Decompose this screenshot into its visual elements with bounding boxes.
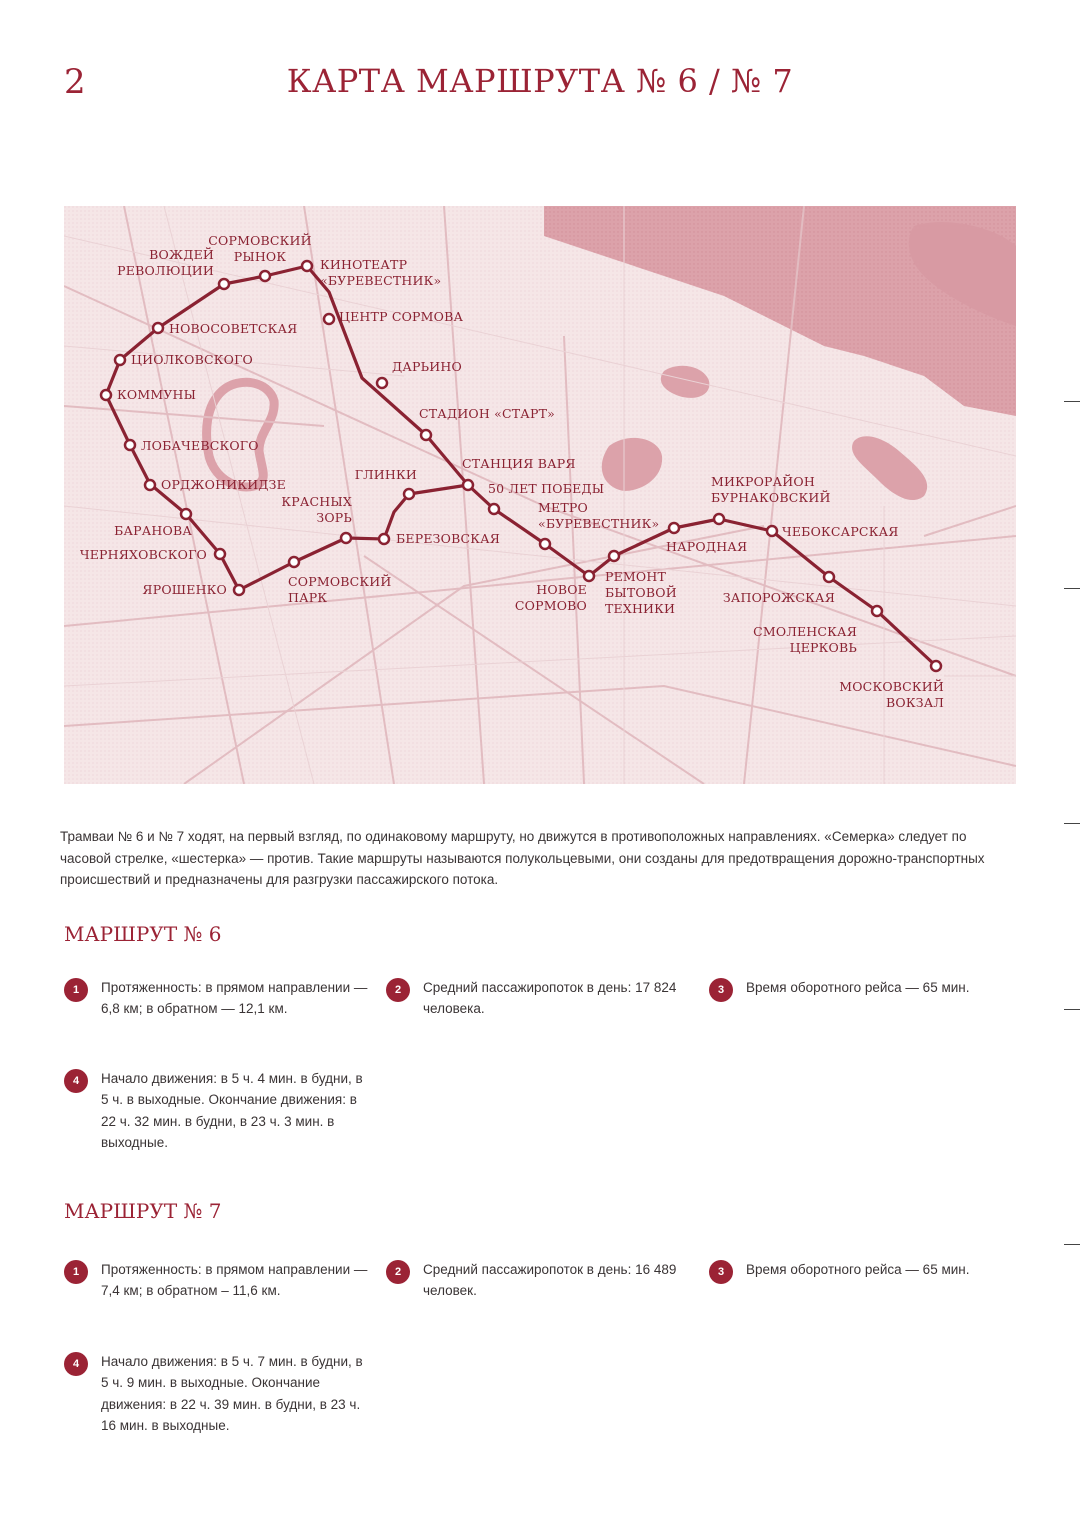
stop-smolenskaya-tserkov-marker	[872, 606, 882, 616]
stop-kommuny-marker	[101, 390, 111, 400]
stop-label-line: СТАНЦИЯ ВАРЯ	[462, 456, 576, 471]
stop-label-line: СОРМОВСКИЙ	[288, 574, 392, 589]
route7-fact-2	[386, 1259, 686, 1302]
stop-metro-burevestnik-marker	[540, 539, 550, 549]
stop-label-line: БЕРЕЗОВСКАЯ	[396, 531, 501, 546]
stop-sormovskiy-rynok-marker	[260, 271, 270, 281]
stop-vozhdey-revolyutsii-marker	[219, 279, 229, 289]
stop-label-line: МОСКОВСКИЙ	[839, 679, 944, 694]
route6-passengers: Средний пассажиропоток в день: 17 824 человека.	[423, 980, 677, 1017]
stop-label-line: СТАДИОН «СТАРТ»	[419, 406, 555, 421]
stop-label-line: КОММУНЫ	[117, 387, 197, 402]
route6-fact-2	[386, 977, 686, 1020]
stop-label-line: РЕВОЛЮЦИИ	[117, 263, 214, 278]
stop-glinki-label	[355, 467, 417, 482]
stop-cheboksarskaya-label	[782, 524, 899, 539]
page-number: 2	[64, 62, 86, 102]
stop-label-line: МИКРОРАЙОН	[711, 474, 815, 489]
route6-schedule: Начало движения: в 5 ч. 4 мин. в будни, в 5 ч. в выходные. Окончание движения: в 22 ч. 32 мин. в будни, в 23 ч. 3 мин. в выходные.	[101, 1071, 363, 1150]
route7-fact-3	[709, 1259, 1019, 1284]
stop-label-line: БАРАНОВА	[114, 523, 192, 538]
stop-yaroshenko-label	[142, 582, 227, 597]
stop-zaporozhskaya-marker	[824, 572, 834, 582]
stop-label-line: «БУРЕВЕСТНИК»	[538, 516, 660, 531]
route7-title: МАРШРУТ № 7	[64, 1199, 222, 1223]
stop-tsentr-sormova-marker	[324, 314, 334, 324]
stop-label-line: НАРОДНАЯ	[666, 539, 748, 554]
stop-mikrorayon-burnakovskiy-marker	[714, 514, 724, 524]
stop-label-line: ОРДЖОНИКИДЗЕ	[161, 477, 286, 492]
stop-cheboksarskaya-marker	[767, 526, 777, 536]
stop-label-line: 50 ЛЕТ ПОБЕДЫ	[488, 481, 605, 496]
fact-number-badge: 1	[64, 978, 88, 1002]
route6-length: Протяженность: в прямом направлении — 6,8 км; в обратном — 12,1 км.	[101, 980, 368, 1017]
stop-label-line: МЕТРО	[538, 500, 588, 515]
fact-number-badge: 2	[386, 978, 410, 1002]
stop-moskovskiy-vokzal-marker	[931, 661, 941, 671]
route-map	[64, 206, 1016, 784]
stop-narodnaya-label	[666, 539, 747, 554]
stop-berezovskaya-marker	[379, 534, 389, 544]
stop-tsiolkovskogo-label	[131, 352, 253, 367]
fact-number-badge: 3	[709, 1260, 733, 1284]
route6-trip-time: Время оборотного рейса — 65 мин.	[746, 980, 970, 995]
stop-label-line: СОРМОВСКИЙ	[208, 233, 312, 248]
stop-ordzhonikidze-marker	[145, 480, 155, 490]
stop-label-line: «БУРЕВЕСТНИК»	[320, 273, 442, 288]
stop-remont-bytovoy-tekhniki-marker	[609, 551, 619, 561]
stop-label-line: ГЛИНКИ	[354, 467, 417, 482]
stop-lobachevskogo-label	[141, 438, 259, 453]
stop-baranova-marker	[181, 509, 191, 519]
page-edge-mark	[1064, 1009, 1080, 1010]
stop-darino-marker	[377, 378, 387, 388]
stop-label-line: НОВОСОВЕТСКАЯ	[169, 321, 298, 336]
stop-yaroshenko-marker	[234, 585, 244, 595]
stop-baranova-label	[114, 523, 192, 538]
route6-fact-3	[709, 977, 1019, 1002]
stop-kinoteatr-burevestnik-marker	[302, 261, 312, 271]
stop-zaporozhskaya-label	[723, 590, 835, 605]
stop-tsiolkovskogo-marker	[115, 355, 125, 365]
page-title: КАРТА МАРШРУТА № 6 / № 7	[286, 62, 794, 100]
stop-label-line: РЕМОНТ	[605, 569, 667, 584]
stop-label-line: БУРНАКОВСКИЙ	[711, 490, 831, 505]
stop-label-line: СМОЛЕНСКАЯ	[753, 624, 857, 639]
fact-number-badge: 1	[64, 1260, 88, 1284]
route6-fact-4	[64, 1068, 374, 1153]
route6-fact-1	[64, 977, 374, 1020]
stop-chernyakhovskogo-marker	[215, 549, 225, 559]
stop-krasnykh-zor-marker	[341, 533, 351, 543]
route7-fact-1	[64, 1259, 374, 1302]
stop-lobachevskogo-marker	[125, 440, 135, 450]
stop-novosovetskaya-marker	[153, 323, 163, 333]
fact-number-badge: 4	[64, 1352, 88, 1376]
stop-stantsiya-varya-label	[462, 456, 576, 471]
stop-label-line: СОРМОВО	[514, 598, 587, 613]
intro-text: Трамваи № 6 и № 7 ходят, на первый взгляд, по одинаковому маршруту, но движутся в противоположных направлениях. «Семерка» следует по часовой стрелке, «шестерка» — против. Такие маршруты называются полукольцевыми, они созданы для предотвращения дорожно-транспортных происшествий и предназначены для разгрузки пассажирского потока.	[60, 829, 985, 887]
fact-number-badge: 2	[386, 1260, 410, 1284]
route7-length: Протяженность: в прямом направлении — 7,4 км; в обратном – 11,6 км.	[101, 1262, 368, 1299]
stop-label-line: ПАРК	[288, 590, 328, 605]
stop-label-line: РЫНОК	[233, 249, 287, 264]
stop-label-line: ЧЕРНЯХОВСКОГО	[79, 547, 207, 562]
route7-fact-4	[64, 1351, 374, 1436]
route7-trip-time: Время оборотного рейса — 65 мин.	[746, 1262, 970, 1277]
stop-label-line: ВОЖДЕЙ	[149, 247, 214, 262]
stop-stadion-start-marker	[421, 430, 431, 440]
fact-number-badge: 4	[64, 1069, 88, 1093]
fact-number-badge: 3	[709, 978, 733, 1002]
stop-ordzhonikidze-label	[161, 477, 286, 492]
page-edge-mark	[1064, 823, 1080, 824]
stop-glinki-marker	[404, 489, 414, 499]
stop-label-line: ЦЕНТР СОРМОВА	[339, 309, 464, 324]
stop-label-line: ДАРЬИНО	[392, 359, 462, 374]
stop-chernyakhovskogo-label	[80, 547, 207, 562]
stop-sormovskiy-park-marker	[289, 557, 299, 567]
stop-darino-label	[392, 359, 462, 374]
stop-label-line: ТЕХНИКИ	[605, 601, 676, 616]
stop-label-line: ЧЕБОКСАРСКАЯ	[782, 524, 899, 539]
stop-kommuny-label	[117, 387, 196, 402]
stop-label-line: КРАСНЫХ	[281, 494, 352, 509]
route7-passengers: Средний пассажиропоток в день: 16 489 человек.	[423, 1262, 677, 1299]
stop-label-line: ЛОБАЧЕВСКОГО	[141, 438, 259, 453]
stop-novosovetskaya-label	[169, 321, 297, 336]
stop-stadion-start-label	[419, 406, 555, 421]
stop-stantsiya-varya-marker	[463, 480, 473, 490]
route7-schedule: Начало движения: в 5 ч. 7 мин. в будни, в 5 ч. 9 мин. в выходные. Окончание движения: в 22 ч. 39 мин. в будни, в 23 ч. 16 мин. в выходные.	[101, 1354, 363, 1433]
page-edge-mark	[1064, 588, 1080, 589]
stop-label-line: ЗОРЬ	[316, 510, 352, 525]
stop-tsentr-sormova-label	[339, 309, 464, 324]
stop-label-line: КИНОТЕАТР	[320, 257, 408, 272]
stop-50-let-pobedy-label	[488, 481, 604, 496]
route6-title: МАРШРУТ № 6	[64, 922, 222, 946]
stop-label-line: БЫТОВОЙ	[605, 585, 677, 600]
stop-narodnaya-marker	[669, 523, 679, 533]
stop-label-line: ВОКЗАЛ	[886, 695, 944, 710]
stop-label-line: ЯРОШЕНКО	[142, 582, 227, 597]
stop-label-line: НОВОЕ	[536, 582, 587, 597]
stop-50-let-pobedy-marker	[489, 504, 499, 514]
stop-label-line: ЦЕРКОВЬ	[789, 640, 857, 655]
stop-label-line: ЦИОЛКОВСКОГО	[131, 352, 253, 367]
stop-novoe-sormovo-marker	[584, 571, 594, 581]
page-edge-mark	[1064, 401, 1080, 402]
stop-berezovskaya-label	[396, 531, 500, 546]
page-edge-mark	[1064, 1244, 1080, 1245]
stop-label-line: ЗАПОРОЖСКАЯ	[722, 590, 835, 605]
